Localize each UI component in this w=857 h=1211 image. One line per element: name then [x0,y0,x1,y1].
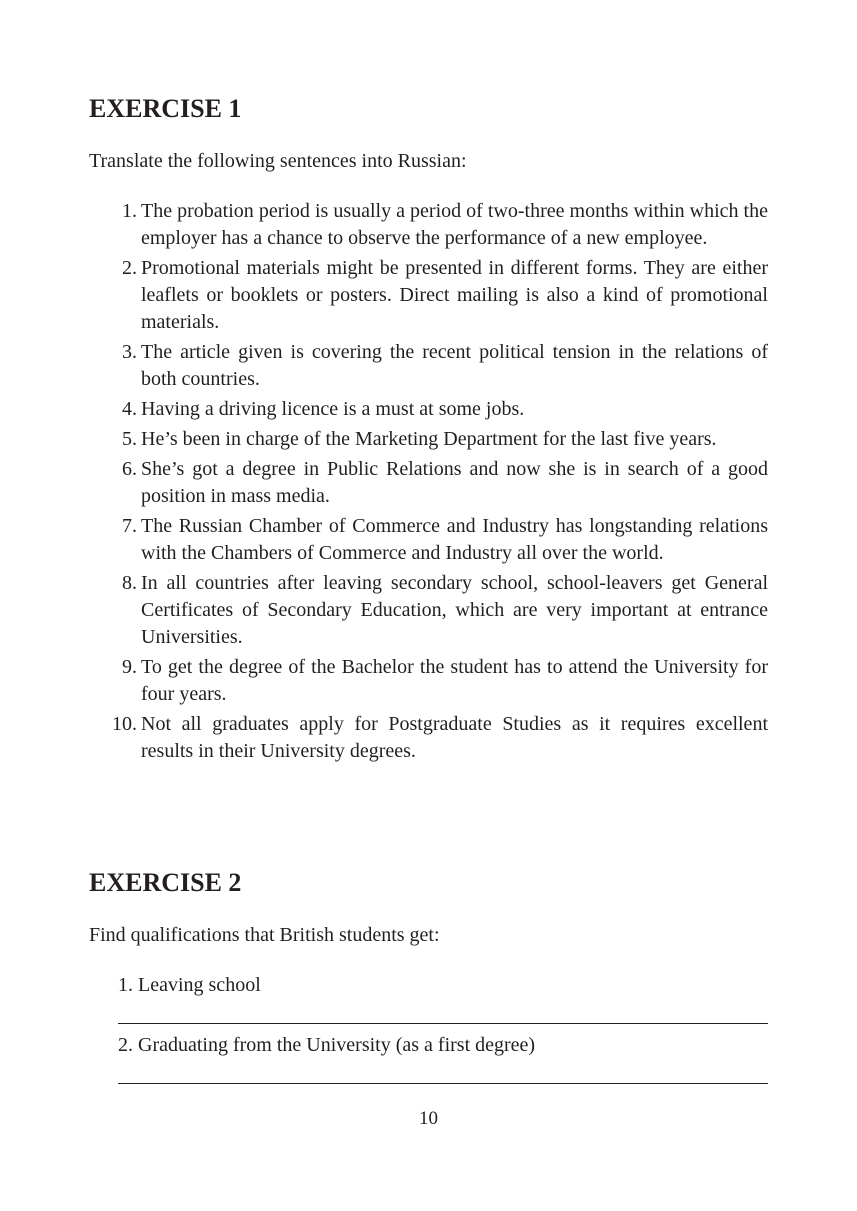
item-text: Having a driving licence is a must at some jobs. [141,398,525,420]
item-number: 8. [122,572,137,594]
item-number: 1. [118,974,133,996]
item-number: 6. [122,458,137,480]
list-item [118,972,261,999]
item-number: 1. [122,200,137,222]
item-number: 9. [122,656,137,678]
list-item [89,654,768,708]
item-text: Promotional materials might be presented in different forms. They are either leaflets or booklets or posters. Direct mailing is also a kind of promotional materials. [141,257,768,333]
list-item [89,711,768,765]
item-number: 4. [122,398,137,420]
list-item [118,1032,535,1059]
exercise-1-title: EXERCISE 1 [89,94,242,123]
item-number: 5. [122,428,137,450]
list-item [89,570,768,651]
item-text: She’s got a degree in Public Relations and now she is in search of a good position in mass media. [141,458,768,507]
exercise-1-instruction: Translate the following sentences into Russian: [89,150,467,172]
answer-line-2[interactable] [118,1083,768,1084]
page-number: 10 [419,1108,438,1129]
item-text: The article given is covering the recent political tension in the relations of both countries. [141,341,768,390]
item-number: 3. [122,341,137,363]
list-item [89,426,768,453]
item-number: 2. [118,1034,133,1056]
list-item [89,456,768,510]
item-text: Not all graduates apply for Postgraduate Studies as it requires excellent results in their University degrees. [141,713,768,762]
exercise-2-instruction: Find qualifications that British students get: [89,924,440,946]
list-item [89,513,768,567]
item-number: 10. [112,713,137,735]
exercise-1-list [89,198,768,768]
item-text: Leaving school [138,974,261,996]
exercise-2-title: EXERCISE 2 [89,868,242,897]
list-item [89,339,768,393]
item-text: The Russian Chamber of Commerce and Industry has longstanding relations with the Chambers of Commerce and Industry all over the world. [141,515,768,564]
answer-line-1[interactable] [118,1023,768,1024]
item-text: He’s been in charge of the Marketing Department for the last five years. [141,428,717,450]
item-text: In all countries after leaving secondary school, school-leavers get General Certificates of Secondary Education, which are very important at entrance Universities. [141,572,768,648]
list-item [89,396,768,423]
item-text: To get the degree of the Bachelor the student has to attend the University for four years. [141,656,768,705]
item-text: Graduating from the University (as a first degree) [138,1034,536,1056]
item-number: 2. [122,257,137,279]
item-number: 7. [122,515,137,537]
list-item [89,255,768,336]
item-text: The probation period is usually a period of two-three months within which the employer has a chance to observe the performance of a new employee. [141,200,768,249]
list-item [89,198,768,252]
